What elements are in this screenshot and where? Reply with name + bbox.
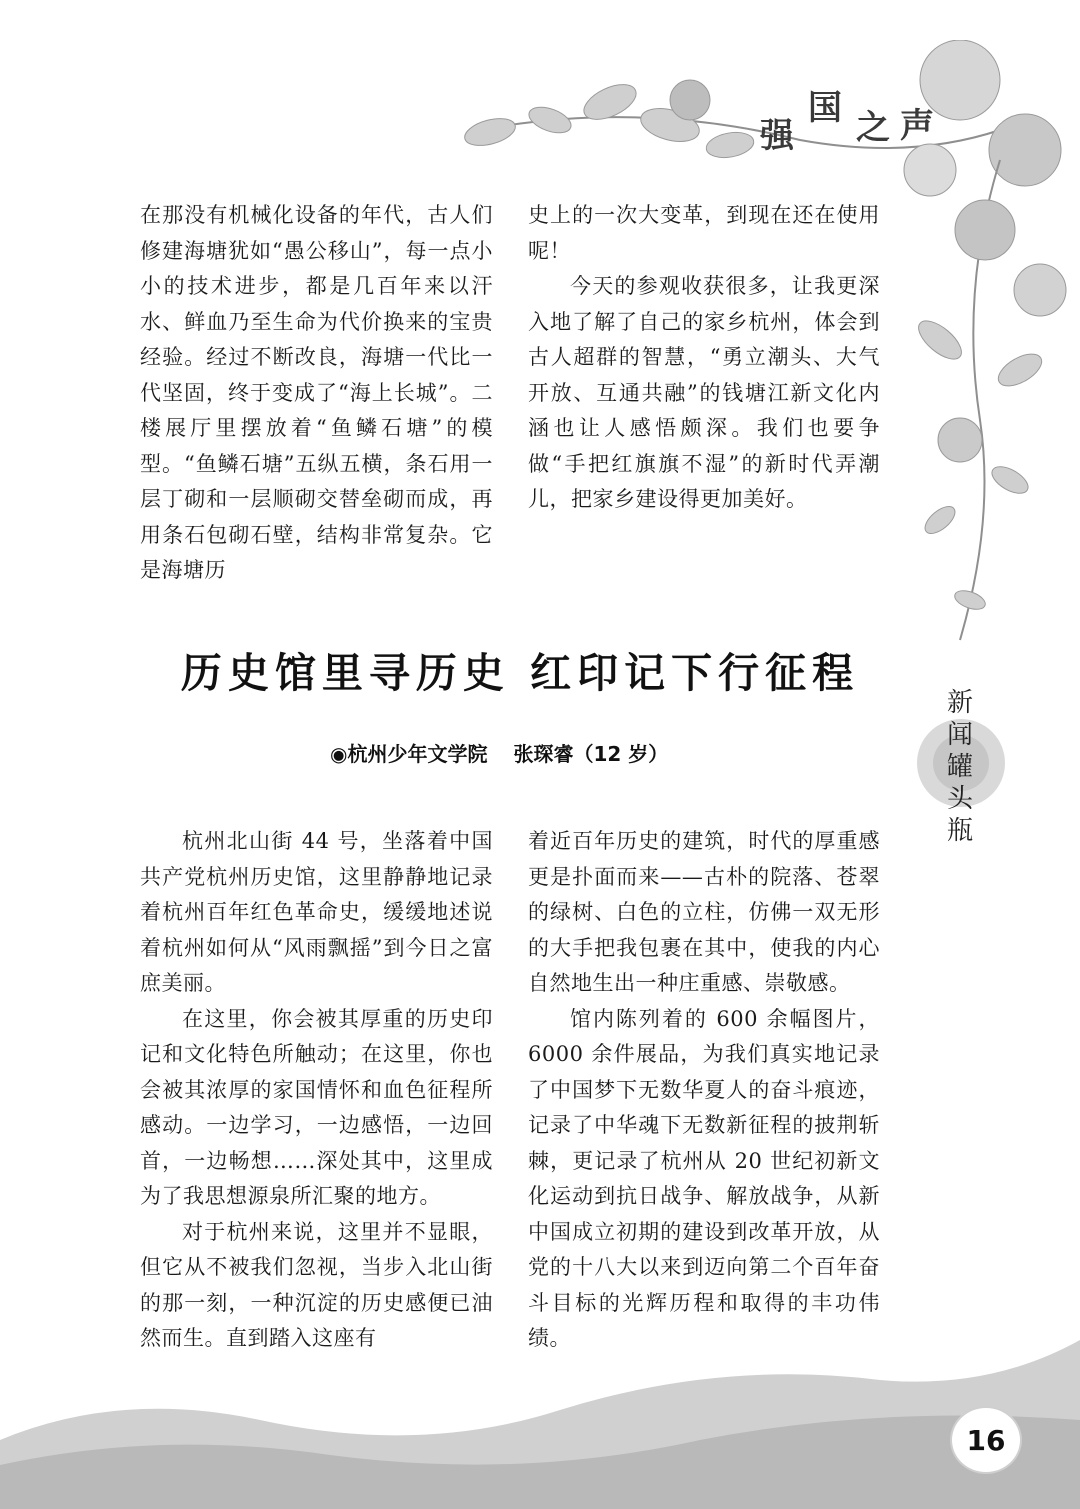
side-tag [905, 680, 1015, 850]
top-right-column [528, 198, 880, 518]
paragraph: 着近百年历史的建筑，时代的厚重感更是扑面而来——古朴的院落、苍翠的绿树、白色的立柱，仿佛一双无形的大手把我包裹在其中，使我的内心自然地生出一种庄重感、崇敬感。 [528, 829, 880, 995]
side-tag-char: 头 [946, 784, 973, 814]
side-tag-char: 闻 [946, 720, 973, 750]
paragraph: 史上的一次大变革，到现在还在使用呢！ [528, 203, 880, 263]
paragraph: 馆内陈列着的 600 余幅图片，6000 余件展品，为我们真实地记录了中国梦下无数华夏人的奋斗痕迹，记录了中华魂下无数新征程的披荆斩棘，更记录了杭州从 20 世纪初新文化运动到抗日战争、解放战争，从新中国成立初期的建设到改革开放，从党的十八大以来到迈向第二个百年奋斗目标的光辉历程和取得的丰功伟绩。 [528, 1006, 880, 1350]
section-char: 之 [856, 108, 890, 148]
byline-school: ◉杭州少年文学院 [330, 742, 488, 766]
byline [330, 738, 668, 767]
section-char: 国 [808, 88, 842, 128]
side-tag-char: 新 [946, 688, 973, 718]
section-header [760, 80, 960, 156]
page-number: 16 [950, 1406, 1022, 1474]
article-right-column [528, 824, 880, 1357]
article-title: 历史馆里寻历史 红印记下行征程 [180, 649, 860, 697]
paragraph: 今天的参观收获很多，让我更深入地了解了自己的家乡杭州，体会到古人超群的智慧，“勇立潮头、大气开放、互通共融”的钱塘江新文化内涵也让人感悟颇深。我们也要争做“手把红旗旗不湿”的新时代弄潮儿，把家乡建设得更加美好。 [528, 274, 880, 511]
byline-author: 张琛睿（12 岁） [513, 742, 669, 766]
side-tag-char: 瓶 [946, 816, 973, 846]
paragraph: 在那没有机械化设备的年代，古人们修建海塘犹如“愚公移山”，每一点小小的技术进步，都是几百年来以汗水、鲜血乃至生命为代价换来的宝贵经验。经过不断改良，海塘一代比一代坚固，终于变成了“海上长城”。二楼展厅里摆放着“鱼鳞石塘”的模型。“鱼鳞石塘”五纵五横，条石用一层丁砌和一层顺砌交替垒砌而成，再用条石包砌石壁，结构非常复杂。它是海塘历 [140, 203, 493, 582]
paragraph: 对于杭州来说，这里并不显眼，但它从不被我们忽视，当步入北山街的那一刻，一种沉淀的历史感便已油然而生。直到踏入这座有 [140, 1219, 493, 1350]
side-tag-char: 罐 [946, 752, 973, 782]
article-left-column [140, 824, 493, 1357]
paragraph: 在这里，你会被其厚重的历史印记和文化特色所触动；在这里，你也会被其浓厚的家国情怀和血色征程所感动。一边学习，一边感悟，一边回首，一边畅想……深处其中，这里成为了我思想源泉所汇聚的地方。 [140, 1006, 493, 1208]
section-char: 声 [900, 106, 934, 146]
bottom-wave-decoration [0, 1330, 1080, 1509]
top-left-column [140, 198, 493, 589]
section-char: 强 [760, 116, 794, 156]
paragraph: 杭州北山街 44 号，坐落着中国共产党杭州历史馆，这里静静地记录着杭州百年红色革命史，缓缓地述说着杭州如何从“风雨飘摇”到今日之富庶美丽。 [140, 829, 493, 995]
